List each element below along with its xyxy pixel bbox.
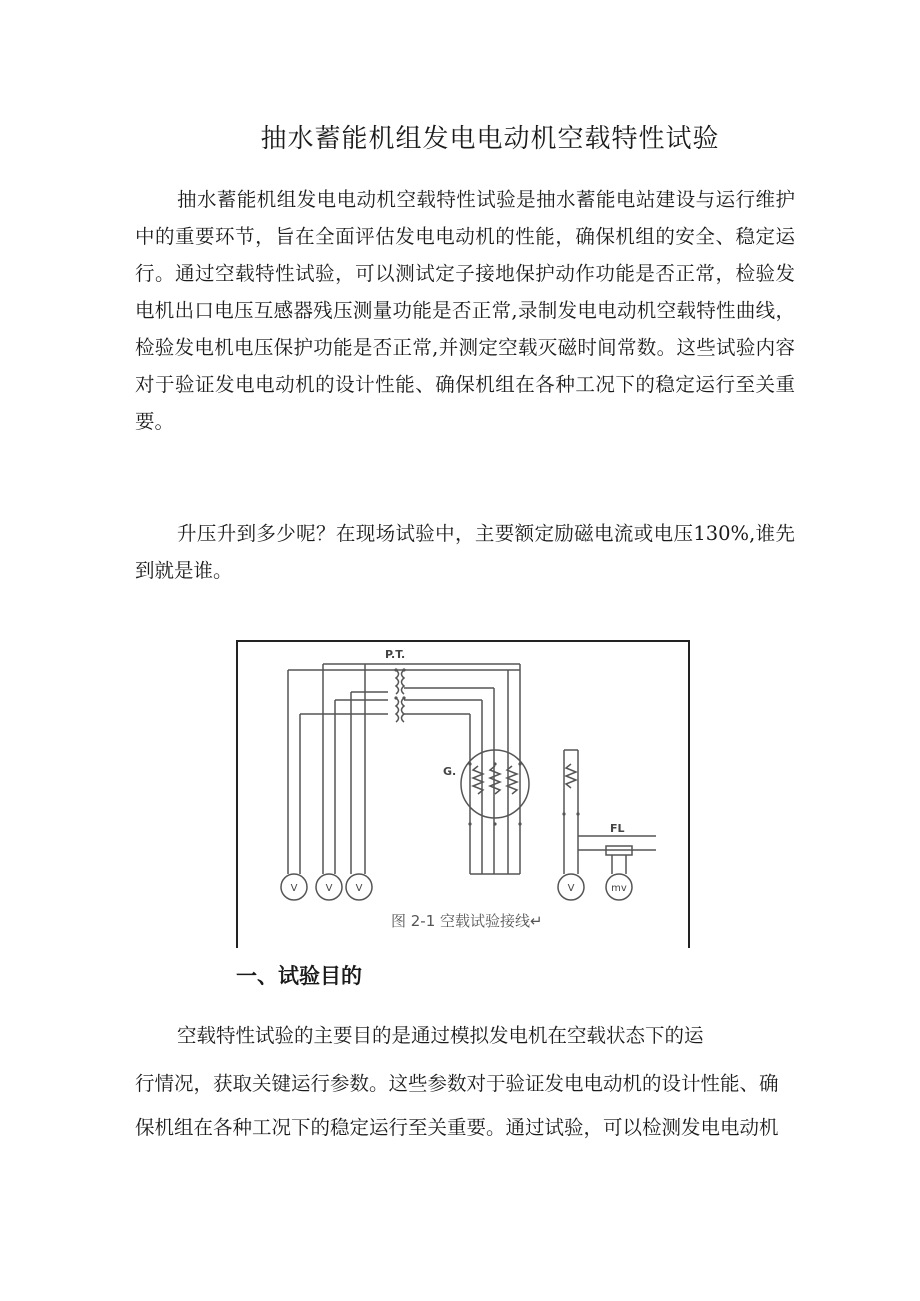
- meter-v-3-label: V: [355, 883, 363, 894]
- purpose-line-1: 空载特性试验的主要目的是通过模拟发电机在空载状态下的运: [177, 1024, 704, 1047]
- intro-paragraph: 抽水蓄能机组发电电动机空载特性试验是抽水蓄能电站建设与运行维护中的重要环节，旨在全面评估发电电动机的性能，确保机组的安全、稳定运行。通过空载特性试验，可以测试定子接地保护动作功能是否正常，检验发电机出口电压互感器残压测量功能是否正常,录制发电电动机空载特性曲线，检验发电机电压保护功能是否正常,并测定空载灭磁时间常数。这些试验内容对于验证发电电动机的设计性能、确保机组在各种工况下的稳定运行至关重要。: [135, 188, 795, 433]
- purpose-line-3: 保机组在各种工况下的稳定运行至关重要。通过试验，可以检测发电电动机: [135, 1116, 779, 1139]
- meter-mv-label: mv: [611, 883, 627, 894]
- generator-label: G.: [443, 765, 457, 778]
- meter-v-1-label: V: [290, 883, 298, 894]
- page-title: 抽水蓄能机组发电电动机空载特性试验: [260, 124, 720, 154]
- section-heading-purpose: 一、试验目的: [236, 964, 362, 988]
- meter-v-4-label: V: [567, 883, 575, 894]
- pt-label: P.T.: [385, 648, 406, 661]
- purpose-line-2: 行情况，获取关键运行参数。这些参数对于验证发电电动机的设计性能、确: [135, 1072, 779, 1095]
- wiring-diagram: [238, 642, 690, 948]
- fl-label: FL: [610, 822, 625, 835]
- figure-caption: 图 2-1 空载试验接线↵: [391, 912, 543, 930]
- meter-v-2-label: V: [325, 883, 333, 894]
- voltage-paragraph: 升压升到多少呢？在现场试验中，主要额定励磁电流或电压130%,谁先到就是谁。: [135, 522, 795, 582]
- wiring-diagram-figure: [236, 640, 690, 948]
